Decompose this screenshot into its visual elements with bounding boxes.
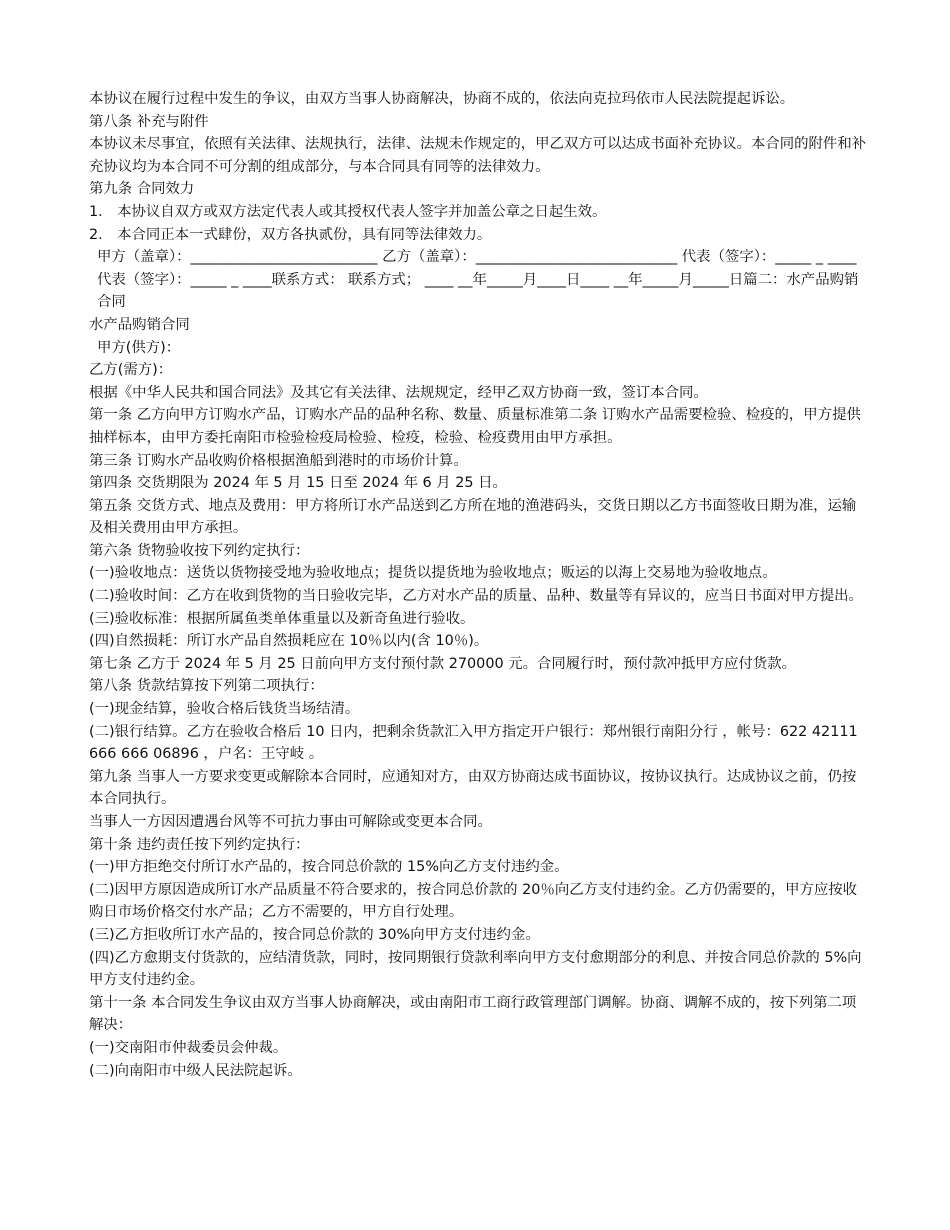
- article-10-item-2: (二)因甲方原因造成所订水产品质量不符合要求的，按合同总价款的 20％向乙方支付违约金。乙方仍需要的，甲方应按收购日市场价格交付水产品；乙方不需要的，甲方自行处理。: [89, 881, 858, 921]
- article-7: 第七条 乙方于 2024 年 5 月 25 日前向甲方支付预付款 270000 元。合同履行时，预付款冲抵甲方应付货款。: [89, 655, 797, 672]
- article-8-item-2: (二)银行结算。乙方在验收合格后 10 日内，把剩余货款汇入甲方指定开户银行：郑州银行南阳分行 ，帐号：622 42111 666 666 06896 ，户名：王守岐 。: [89, 723, 858, 763]
- article-10-item-1: (一)甲方拒绝交付所订水产品的，按合同总价款的 15%向乙方支付违约金。: [89, 859, 569, 876]
- article-8-item-1: (一)现金结算，验收合格后钱货当场结清。: [89, 701, 360, 718]
- clause-effect-1: 1． 本协议自双方或双方法定代表人或其授权代表人签字并加盖公章之日起生效。: [89, 203, 607, 220]
- article-11-item-1: (一)交南阳市仲裁委员会仲裁。: [89, 1039, 288, 1056]
- article-9: 第九条 当事人一方要求变更或解除本合同时，应通知对方，由双方协商达成书面协议，按协议执行。达成协议之前，仍按本合同执行。: [89, 768, 857, 808]
- clause-effect-2: 2． 本合同正本一式肆份，双方各执贰份，具有同等法律效力。: [89, 226, 492, 243]
- document-body: [89, 88, 869, 1082]
- article-11-item-2: (二)向南阳市中级人民法院起诉。: [89, 1062, 302, 1079]
- article-10-item-3: (三)乙方拒收所订水产品的，按合同总价款的 30%向甲方支付违约金。: [89, 926, 540, 943]
- party-a-supplier: 甲方(供方)：: [97, 339, 181, 356]
- article-9-heading: 第九条 合同效力: [89, 181, 195, 198]
- article-6-item-1: (一)验收地点：送货以货物接受地为验收地点；提货以提货地为验收地点；贩运的以海上交易地为验收地点。: [89, 565, 777, 582]
- article-11: 第十一条 本合同发生争议由双方当事人协商解决，或由南阳市工商行政管理部门调解。协商、调解不成的，按下列第二项解决：: [89, 994, 857, 1034]
- paragraph-dispute-resolution: 本协议在履行过程中发生的争议，由双方当事人协商解决，协商不成的，依法向克拉玛依市人民法院提起诉讼。: [89, 91, 795, 107]
- article-3: 第三条 订购水产品收购价格根据渔船到港时的市场价计算。: [89, 452, 468, 469]
- party-b-buyer: 乙方(需方)：: [89, 362, 173, 379]
- article-10-item-4: (四)乙方愈期支付货款的，应结清货款，同时，按同期银行贷款利率向甲方支付愈期部分的利息、并按合同总价款的 5%向甲方支付违约金。: [89, 949, 862, 989]
- preamble: 根据《中华人民共和国合同法》及其它有关法律、法规规定，经甲乙双方协商一致，签订本合同。: [89, 384, 708, 401]
- article-9-force-majeure: 当事人一方因因遭遇台风等不可抗力事由可解除或变更本合同。: [89, 814, 492, 830]
- article-6-item-2: (二)验收时间：乙方在收到货物的当日验收完毕，乙方对水产品的质量、品种、数量等有异议的，应当日书面对甲方提出。: [89, 588, 863, 605]
- contract-title: 水产品购销合同: [89, 316, 190, 333]
- article-10: 第十条 违约责任按下列约定执行：: [89, 836, 310, 853]
- signature-block: 甲方（盖章）：__________________________ 乙方（盖章）：____________________________ 代表（签字）：_____ _ ____ 代表（签字）：_____ _ ____联系方式： 联系方式； ____ __年_____月____日____ __年_____月_____日篇二：水产品购销合同: [97, 249, 859, 311]
- article-6-item-3: (三)验收标准：根据所属鱼类单体重量以及新奇鱼进行验收。: [89, 610, 475, 627]
- article-6: 第六条 货物验收按下列约定执行：: [89, 542, 310, 559]
- article-1-2: 第一条 乙方向甲方订购水产品，订购水产品的品种名称、数量、质量标准第二条 订购水产品需要检验、检疫的，甲方提供抽样标本，由甲方委托南阳市检验检疫局检验、检疫，检验、检疫费用由甲方承担。: [89, 407, 861, 446]
- paragraph-supplement: 本协议未尽事宜，依照有关法律、法规执行，法律、法规未作规定的，甲乙双方可以达成书面补充协议。本合同的附件和补充协议均为本合同不可分割的组成部分，与本合同具有同等的法律效力。: [89, 136, 867, 175]
- article-8-heading: 第八条 补充与附件: [89, 113, 209, 130]
- article-8: 第八条 货款结算按下列第二项执行：: [89, 678, 324, 695]
- article-5: 第五条 交货方式、地点及费用：甲方将所订水产品送到乙方所在地的渔港码头，交货日期以乙方书面签收日期为准，运输及相关费用由甲方承担。: [89, 497, 857, 537]
- article-4: 第四条 交货期限为 2024 年 5 月 15 日至 2024 年 6 月 25 日。: [89, 475, 507, 492]
- article-6-item-4: (四)自然损耗：所订水产品自然损耗应在 10％以内(含 10％)。: [89, 633, 489, 650]
